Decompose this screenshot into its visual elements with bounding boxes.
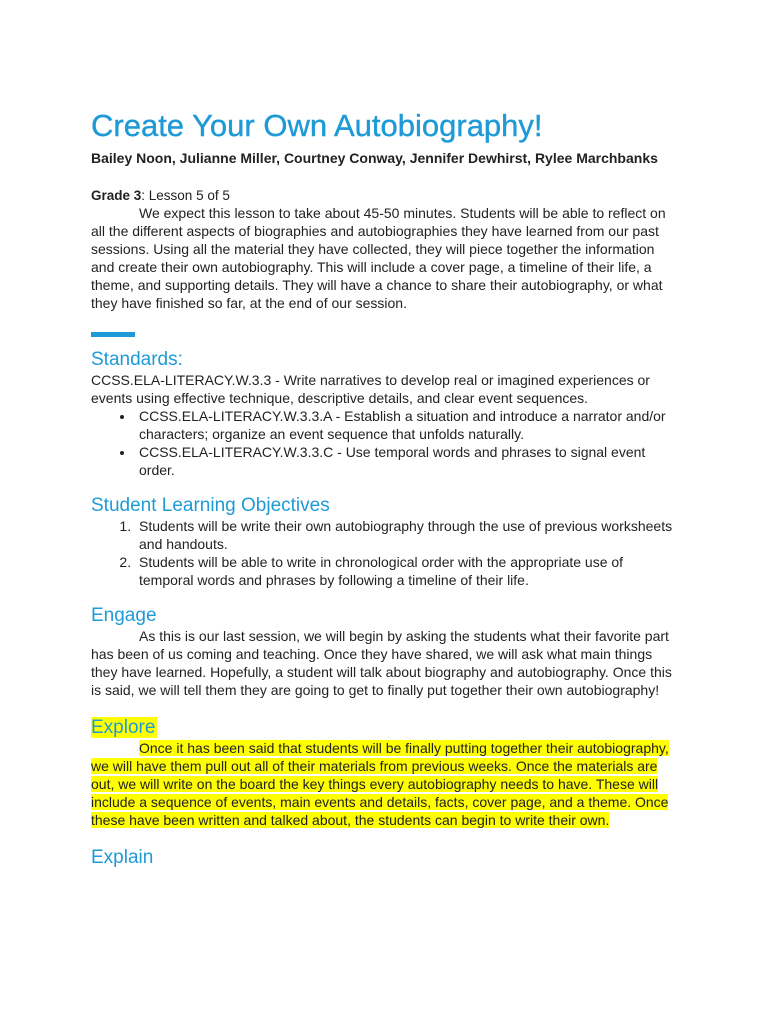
lesson-number: : Lesson 5 of 5 xyxy=(141,188,230,203)
list-item: • CCSS.ELA-LITERACY.W.3.3.A - Establish a situation and introduce a narrator and/or characters; organize an event sequence that unfolds naturally. xyxy=(135,407,681,443)
standards-heading: Standards: xyxy=(91,349,183,370)
explore-paragraph xyxy=(91,739,681,829)
list-item: 2. Students will be able to write in chronological order with the appropriate use of temporal words and phrases by following a timeline of their life. xyxy=(135,553,681,589)
authors-line: Bailey Noon, Julianne Miller, Courtney Conway, Jennifer Dewhirst, Rylee Marchbanks xyxy=(91,150,658,166)
list-item: • CCSS.ELA-LITERACY.W.3.3.C - Use temporal words and phrases to signal event order. xyxy=(135,443,681,479)
lesson-plan-page xyxy=(91,108,681,869)
explain-heading: Explain xyxy=(91,847,154,868)
grade-line xyxy=(91,187,681,204)
document-title: Create Your Own Autobiography! xyxy=(91,108,543,143)
list-item: 1. Students will be write their own autobiography through the use of previous worksheets and handouts. xyxy=(135,517,681,553)
explore-heading xyxy=(91,717,681,739)
standards-intro: CCSS.ELA-LITERACY.W.3.3 - Write narratives to develop real or imagined experiences or events using effective technique, descriptive details, and clear event sequences. xyxy=(91,372,650,406)
objectives-heading: Student Learning Objectives xyxy=(91,495,330,516)
explore-heading-text: Explore xyxy=(91,717,156,738)
objectives-list xyxy=(91,517,681,589)
standards-list xyxy=(91,407,681,479)
engage-heading: Engage xyxy=(91,605,157,626)
explore-paragraph-text: Once it has been said that students will be finally putting together their autobiography, we will have them pull out all of their materials from previous weeks. Once the materials are out, we will write on the board the key things every autobiography needs to have. These will include a sequence of events, main events and details, facts, cover page, and a theme. Once these have been written and talked about, the students can begin to write their own. xyxy=(91,740,669,828)
intro-paragraph: We expect this lesson to take about 45-50 minutes. Students will be able to reflect on all the different aspects of biographies and autobiographies they have learned from our past sessions. Using all the material they have collected, they will piece together the information and create their own autobiography. This will include a cover page, a timeline of their life, a theme, and supporting details. They will have a chance to share their autobiography, or what they have finished so far, at the end of our session. xyxy=(91,205,666,311)
engage-paragraph: As this is our last session, we will begin by asking the students what their favorite part has been of us coming and teaching. Once they have shared, we will ask what main things they have learned. Hopefully, a student will talk about biography and autobiography. Once this is said, we will tell them they are going to get to finally put together their own autobiography! xyxy=(91,628,672,698)
grade-label: Grade 3 xyxy=(91,188,142,203)
section-divider xyxy=(91,332,135,337)
